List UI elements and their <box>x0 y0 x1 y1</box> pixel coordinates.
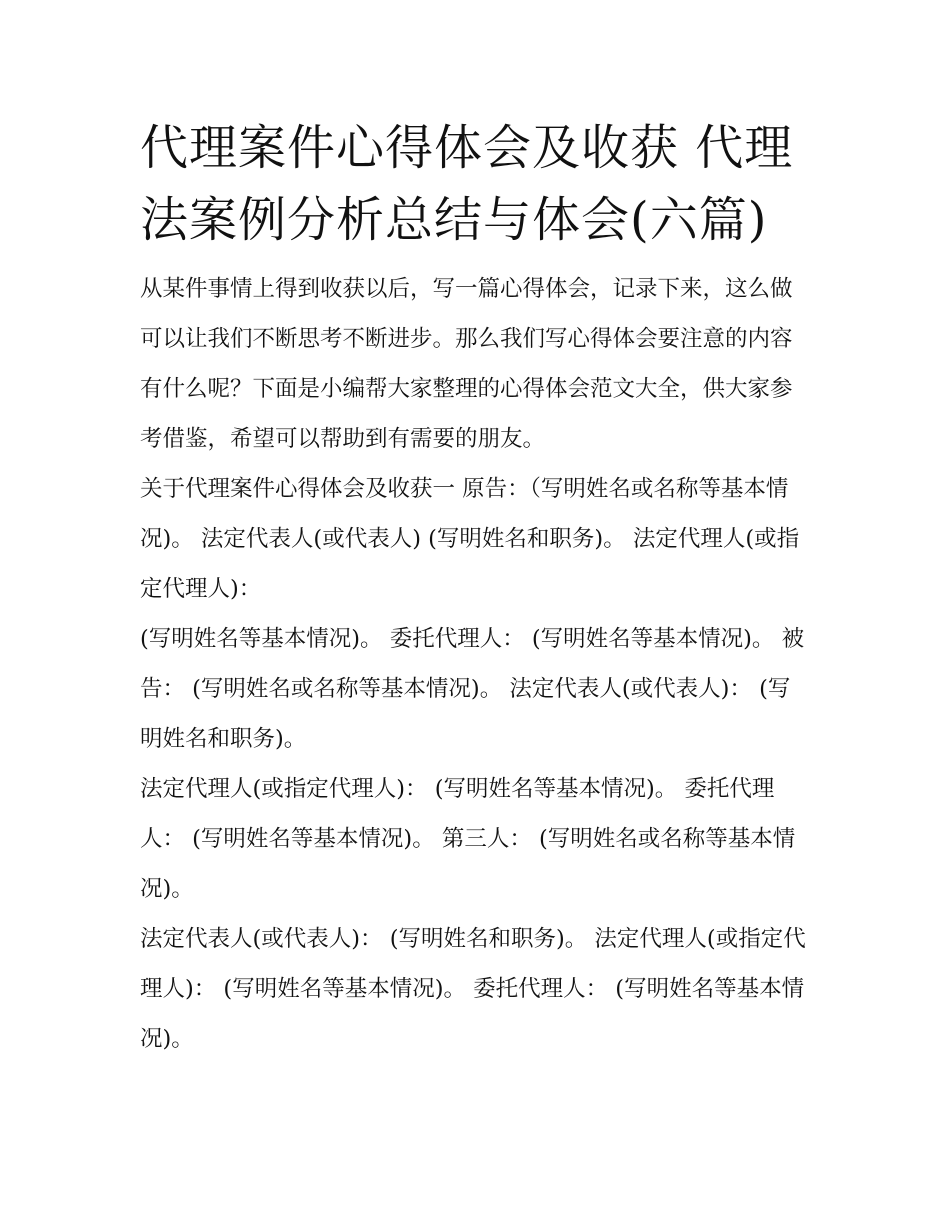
body-paragraph: (写明姓名等基本情况)。 委托代理人： (写明姓名等基本情况)。 被告： (写明姓名或名称等基本情况)。 法定代表人(或代表人)： (写明姓名和职务)。 <box>140 626 805 752</box>
intro-paragraph: 从某件事情上得到收获以后，写一篇心得体会，记录下来，这么做可以让我们不断思考不断进步。那么我们写心得体会要注意的内容有什么呢？下面是小编帮大家整理的心得体会范文大全，供大家参考借鉴，希望可以帮助到有需要的朋友。 <box>140 276 793 452</box>
body-paragraph: 法定代理人(或指定代理人)： (写明姓名等基本情况)。 委托代理人： (写明姓名等基本情况)。 第三人： (写明姓名或名称等基本情况)。 <box>140 776 796 902</box>
body-paragraph: 法定代表人(或代表人)： (写明姓名和职务)。 法定代理人(或指定代理人)： (写明姓名等基本情况)。 委托代理人： (写明姓名等基本情况)。 <box>140 926 806 1052</box>
body-paragraph: 关于代理案件心得体会及收获一 原告：（写明姓名或名称等基本情况)。 法定代表人(或代表人) (写明姓名和职务)。 法定代理人(或指定代理人)： <box>140 476 800 602</box>
document-title: 代理案件心得体会及收获 代理法案例分析总结与体会(六篇) <box>140 120 794 248</box>
document-body <box>140 112 812 1064</box>
